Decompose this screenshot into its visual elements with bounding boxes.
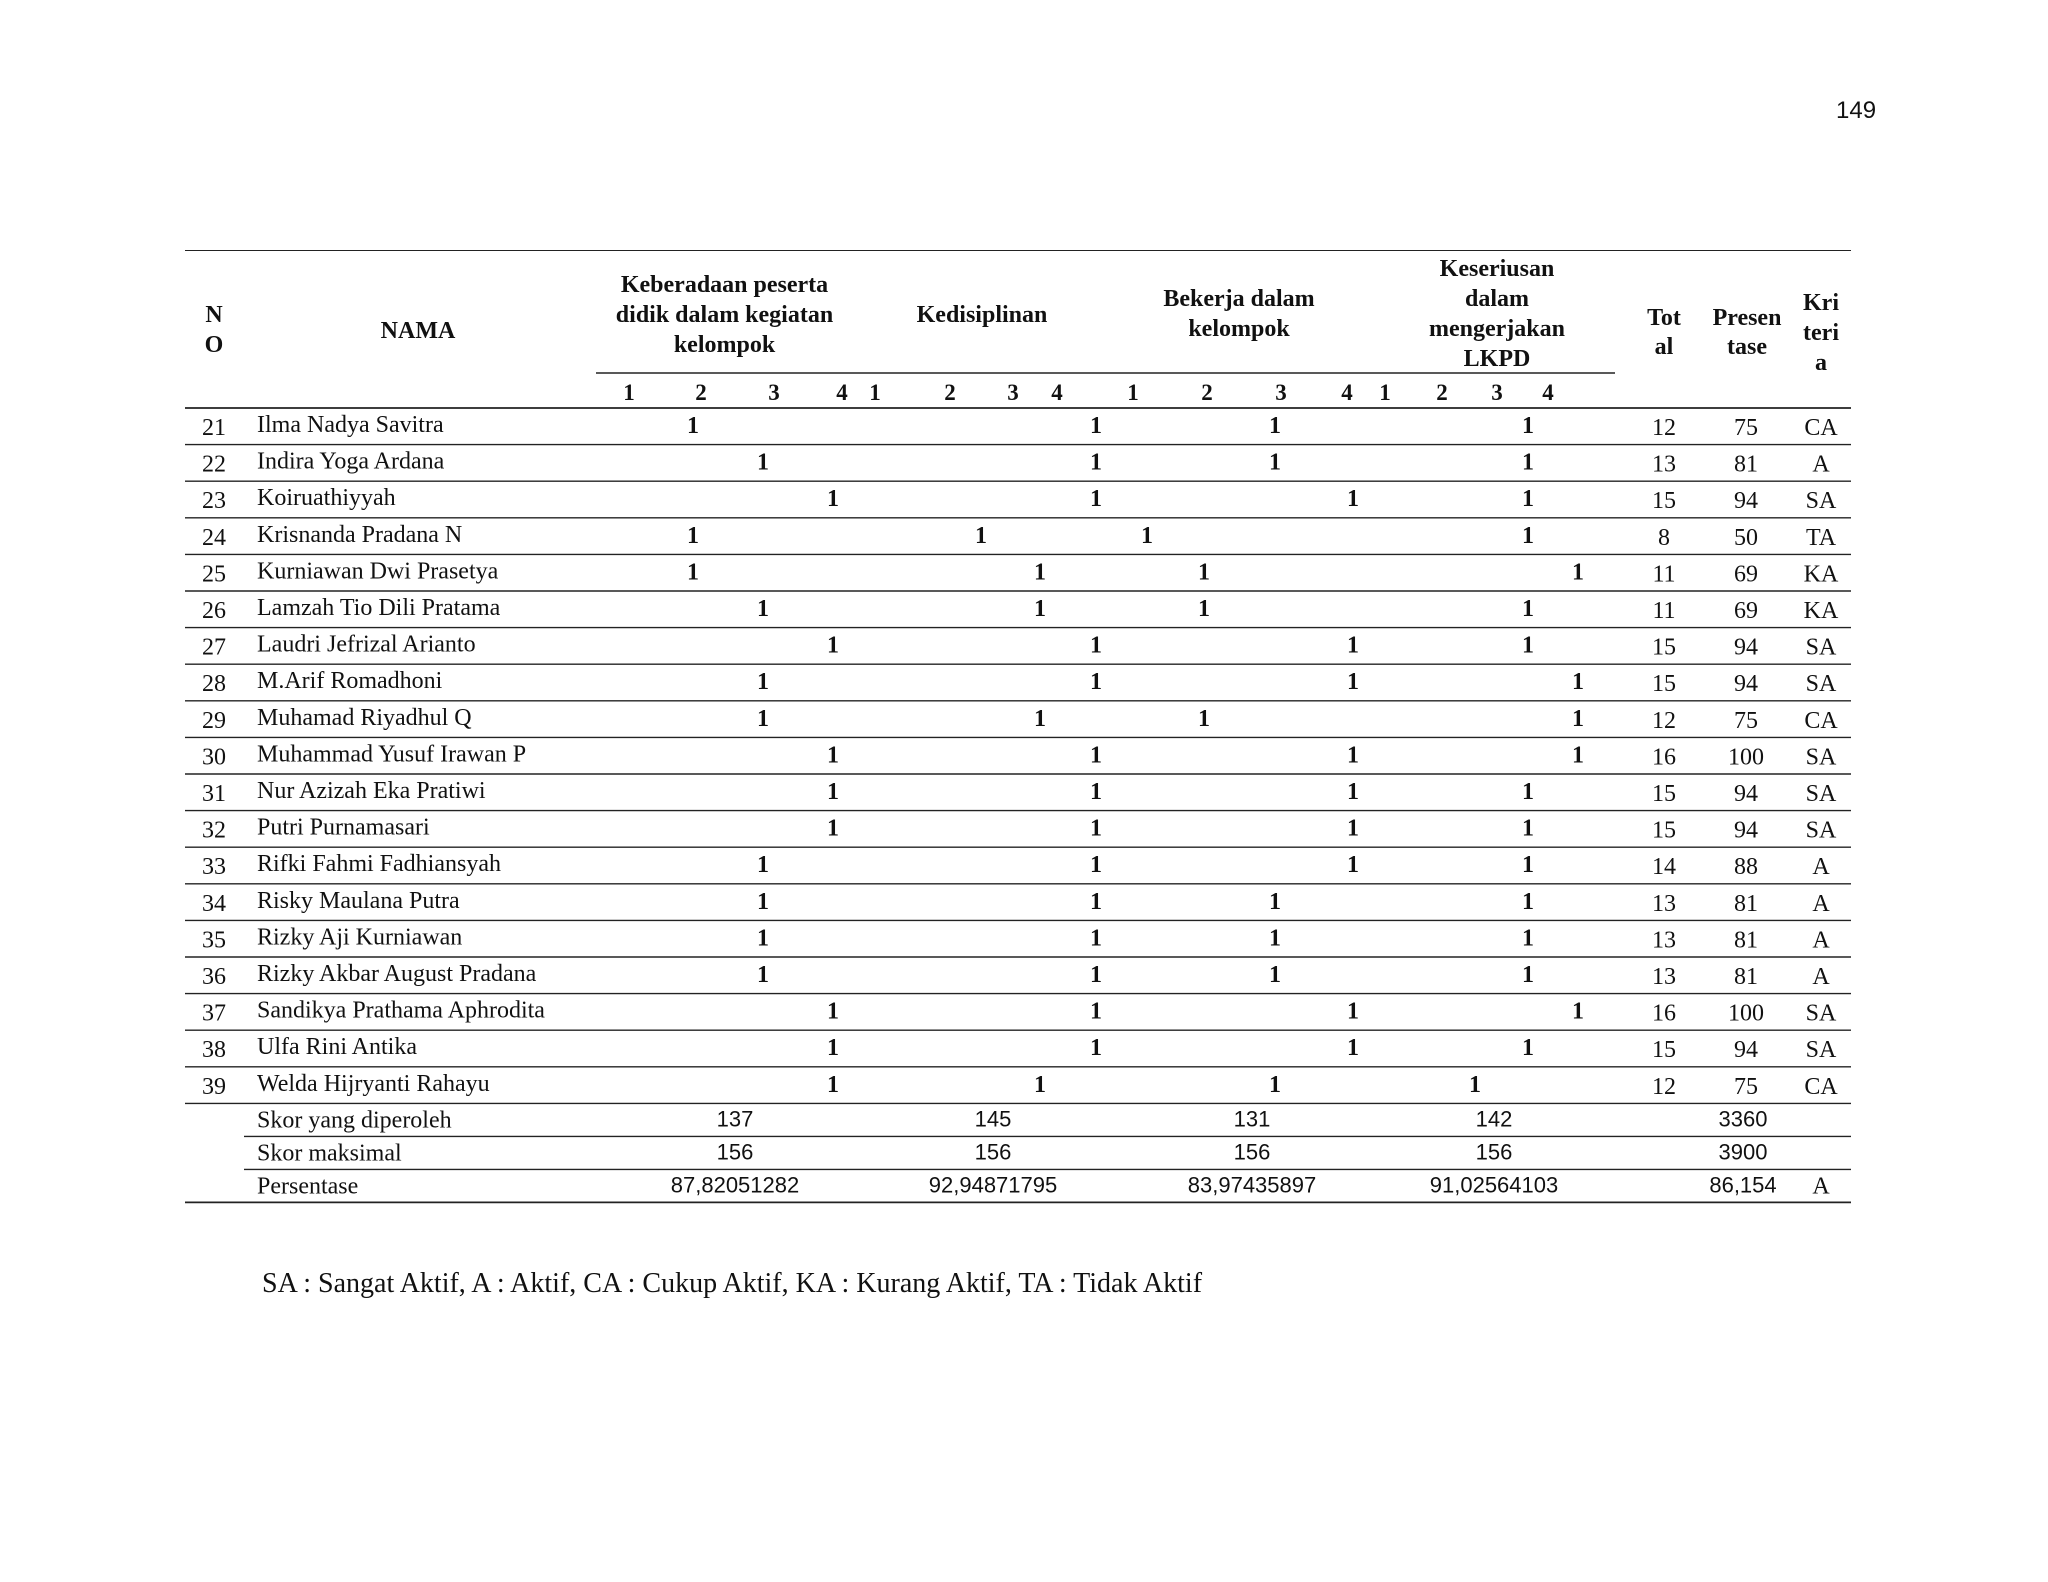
summary-label: Skor yang diperoleh (257, 1107, 452, 1134)
row-mark-g2-score-4: 1 (1090, 998, 1102, 1025)
row-mark-g3-score-4: 1 (1347, 486, 1359, 513)
row-no: 25 (202, 561, 226, 588)
row-mark-g2-score-3: 1 (1034, 559, 1046, 586)
row-no: 32 (202, 817, 226, 844)
row-nama: Ilma Nadya Savitra (257, 412, 444, 438)
row-mark-g4-score-3: 1 (1522, 1035, 1534, 1062)
row-nama: Nur Azizah Eka Pratiwi (257, 778, 486, 804)
row-total: 12 (1652, 415, 1676, 441)
row-presentase: 94 (1734, 781, 1758, 807)
row-nama: M.Arif Romadhoni (257, 668, 443, 695)
row-no: 33 (202, 854, 226, 881)
row-kriteria: SA (1805, 781, 1837, 807)
row-nama: Lamzah Tio Dili Pratama (257, 595, 501, 621)
row-mark-g1-score-2: 1 (687, 413, 699, 439)
row-kriteria: SA (1805, 1000, 1837, 1027)
row-total: 13 (1652, 964, 1676, 990)
header-group-1-line-3: kelompok (673, 332, 776, 358)
summary-total: 86,154 (1709, 1172, 1777, 1198)
header-nama: NAMA (380, 318, 456, 344)
summary-label: Persentase (257, 1173, 359, 1200)
row-mark-g1-score-4: 1 (827, 1035, 839, 1062)
row-nama: Muhamad Riyadhul Q (257, 704, 472, 731)
row-mark-g2-score-4: 1 (1090, 632, 1102, 659)
row-no: 39 (202, 1073, 226, 1100)
row-mark-g4-score-4: 1 (1572, 742, 1584, 769)
row-mark-g3-score-3: 1 (1269, 962, 1281, 988)
row-mark-g1-score-3: 1 (757, 705, 769, 732)
header-group-3-line-1: Bekerja dalam (1163, 286, 1315, 312)
row-nama: Risky Maulana Putra (257, 887, 460, 914)
row-no: 27 (202, 634, 226, 661)
header-group-4-line-3: mengerjakan (1429, 316, 1565, 342)
summary-value-g1: 87,82051282 (670, 1172, 800, 1198)
summary-total: 3360 (1718, 1106, 1768, 1132)
row-no: 22 (202, 451, 226, 478)
header-presentase-2: tase (1727, 334, 1767, 360)
row-mark-g1-score-4: 1 (827, 998, 839, 1025)
row-mark-g1-score-3: 1 (757, 669, 769, 696)
header-group-2-line-1: Kedisiplinan (916, 302, 1048, 328)
header-group-1-line-1: Keberadaan peserta (620, 272, 829, 298)
row-no: 31 (202, 781, 226, 807)
row-kriteria: CA (1804, 707, 1838, 734)
row-total: 11 (1652, 561, 1676, 588)
row-nama: Krisnanda Pradana N (257, 521, 463, 548)
row-presentase: 100 (1728, 1000, 1764, 1027)
row-presentase: 94 (1734, 634, 1758, 661)
row-mark-g3-score-4: 1 (1347, 632, 1359, 659)
row-mark-g3-score-4: 1 (1347, 815, 1359, 842)
header-subscore-g1-3: 3 (768, 380, 780, 405)
row-no: 29 (202, 707, 226, 734)
row-mark-g1-score-4: 1 (827, 815, 839, 842)
row-mark-g2-score-4: 1 (1090, 669, 1102, 696)
row-mark-g1-score-4: 1 (827, 779, 839, 805)
row-total: 15 (1652, 1037, 1676, 1064)
row-kriteria: A (1812, 927, 1830, 954)
summary-label: Skor maksimal (257, 1140, 402, 1167)
row-presentase: 81 (1734, 927, 1758, 954)
row-nama: Rizky Aji Kurniawan (257, 924, 463, 951)
row-mark-g4-score-4: 1 (1572, 559, 1584, 586)
row-nama: Indira Yoga Ardana (257, 448, 445, 475)
row-total: 12 (1652, 707, 1676, 734)
row-mark-g4-score-2: 1 (1469, 1071, 1481, 1098)
row-kriteria: SA (1805, 744, 1837, 771)
header-subscore-g3-1: 1 (1127, 380, 1139, 405)
row-mark-g3-score-3: 1 (1269, 888, 1281, 915)
header-group-1-line-2: didik dalam kegiatan (615, 302, 834, 328)
header-group-3-line-2: kelompok (1188, 316, 1290, 342)
row-mark-g2-score-4: 1 (1090, 413, 1102, 439)
row-mark-g1-score-3: 1 (757, 962, 769, 988)
row-nama: Putri Purnamasari (257, 814, 430, 841)
row-total: 13 (1652, 927, 1676, 954)
row-nama: Laudri Jefrizal Arianto (257, 631, 476, 658)
row-total: 15 (1652, 488, 1676, 515)
row-mark-g4-score-3: 1 (1522, 486, 1534, 513)
summary-value-g2: 156 (974, 1139, 1012, 1165)
header-total-1: Tot (1647, 305, 1681, 331)
row-nama: Koiruathiyyah (257, 485, 396, 512)
summary-value-g2: 92,94871795 (928, 1172, 1058, 1198)
header-subscore-g2-2: 2 (944, 380, 956, 405)
row-mark-g3-score-3: 1 (1269, 413, 1281, 439)
row-mark-g1-score-4: 1 (827, 486, 839, 513)
row-kriteria: A (1812, 890, 1830, 917)
row-mark-g1-score-3: 1 (757, 852, 769, 879)
row-total: 15 (1652, 817, 1676, 844)
row-mark-g3-score-3: 1 (1269, 1071, 1281, 1098)
row-kriteria: SA (1805, 488, 1837, 515)
row-mark-g3-score-4: 1 (1347, 1035, 1359, 1062)
header-subscore-g4-3: 3 (1491, 380, 1503, 405)
summary-total: 3900 (1718, 1139, 1768, 1165)
header-group-4-line-1: Keseriusan (1439, 256, 1555, 282)
header-subscore-g2-4: 4 (1051, 380, 1063, 405)
row-mark-g2-score-4: 1 (1090, 779, 1102, 805)
row-no: 24 (202, 524, 226, 551)
row-total: 11 (1652, 598, 1676, 624)
criteria-legend: SA : Sangat Aktif, A : Aktif, CA : Cukup Aktif, KA : Kurang Aktif, TA : Tidak Aktif (262, 1268, 1203, 1299)
header-subscore-g3-2: 2 (1201, 380, 1213, 405)
row-mark-g4-score-3: 1 (1522, 596, 1534, 622)
header-group-4-line-2: dalam (1464, 286, 1530, 312)
row-total: 15 (1652, 781, 1676, 807)
row-mark-g2-score-4: 1 (1090, 925, 1102, 952)
row-mark-g4-score-4: 1 (1572, 669, 1584, 696)
row-total: 12 (1652, 1073, 1676, 1100)
row-mark-g3-score-2: 1 (1198, 596, 1210, 622)
row-mark-g4-score-3: 1 (1522, 449, 1534, 476)
page-number: 149 (1836, 97, 1877, 124)
row-presentase: 81 (1734, 890, 1758, 917)
row-presentase: 94 (1734, 488, 1758, 515)
row-mark-g1-score-3: 1 (757, 925, 769, 952)
row-nama: Kurniawan Dwi Prasetya (257, 558, 499, 585)
row-total: 15 (1652, 634, 1676, 661)
row-mark-g2-score-4: 1 (1090, 962, 1102, 988)
row-no: 28 (202, 671, 226, 698)
summary-value-g3: 83,97435897 (1187, 1172, 1317, 1198)
row-presentase: 69 (1734, 598, 1758, 624)
header-total-2: al (1654, 334, 1674, 360)
header-group-4-line-4: LKPD (1463, 346, 1531, 372)
row-mark-g1-score-2: 1 (687, 522, 699, 549)
row-mark-g3-score-4: 1 (1347, 779, 1359, 805)
header-no-1: N (205, 302, 223, 328)
row-mark-g2-score-2: 1 (975, 522, 987, 549)
row-kriteria: SA (1805, 634, 1837, 661)
row-mark-g2-score-3: 1 (1034, 705, 1046, 732)
row-mark-g2-score-3: 1 (1034, 596, 1046, 622)
row-mark-g2-score-4: 1 (1090, 815, 1102, 842)
row-kriteria: SA (1805, 817, 1837, 844)
row-mark-g2-score-4: 1 (1090, 888, 1102, 915)
row-mark-g3-score-4: 1 (1347, 742, 1359, 769)
summary-value-g4: 91,02564103 (1429, 1172, 1559, 1198)
summary-kriteria: A (1812, 1173, 1830, 1200)
row-kriteria: TA (1805, 524, 1837, 551)
summary-value-g2: 145 (974, 1106, 1012, 1132)
row-mark-g1-score-3: 1 (757, 888, 769, 915)
header-subscore-g2-1: 1 (869, 380, 881, 405)
row-presentase: 94 (1734, 817, 1758, 844)
row-no: 23 (202, 488, 226, 515)
row-mark-g2-score-4: 1 (1090, 486, 1102, 513)
row-presentase: 94 (1734, 1037, 1758, 1064)
row-mark-g4-score-3: 1 (1522, 413, 1534, 439)
row-presentase: 50 (1734, 524, 1758, 551)
row-presentase: 94 (1734, 671, 1758, 698)
header-subscore-g1-1: 1 (623, 380, 635, 405)
row-total: 14 (1652, 854, 1676, 881)
header-kriteria-3: a (1815, 350, 1827, 376)
row-kriteria: KA (1803, 598, 1839, 624)
summary-value-g1: 156 (716, 1139, 754, 1165)
row-mark-g4-score-3: 1 (1522, 888, 1534, 915)
row-mark-g2-score-4: 1 (1090, 852, 1102, 879)
header-subscore-g2-3: 3 (1007, 380, 1019, 405)
row-mark-g2-score-4: 1 (1090, 1035, 1102, 1062)
row-kriteria: SA (1805, 671, 1837, 698)
row-mark-g3-score-3: 1 (1269, 449, 1281, 476)
row-kriteria: A (1812, 854, 1830, 881)
row-presentase: 100 (1728, 744, 1764, 771)
header-subscore-g1-2: 2 (695, 380, 707, 405)
row-nama: Sandikya Prathama Aphrodita (257, 997, 545, 1024)
header-subscore-g3-4: 4 (1341, 380, 1353, 405)
observation-table (185, 250, 1851, 1205)
row-mark-g2-score-4: 1 (1090, 449, 1102, 476)
header-subscore-g1-4: 4 (836, 380, 848, 405)
row-mark-g1-score-4: 1 (827, 742, 839, 769)
header-subscore-g4-2: 2 (1436, 380, 1448, 405)
row-mark-g4-score-3: 1 (1522, 815, 1534, 842)
row-mark-g1-score-4: 1 (827, 632, 839, 659)
row-nama: Welda Hijryanti Rahayu (257, 1070, 490, 1097)
row-presentase: 81 (1734, 964, 1758, 990)
row-mark-g1-score-2: 1 (687, 559, 699, 586)
row-mark-g4-score-3: 1 (1522, 522, 1534, 549)
row-presentase: 81 (1734, 451, 1758, 478)
header-subscore-g3-3: 3 (1275, 380, 1287, 405)
summary-value-g3: 156 (1233, 1139, 1271, 1165)
row-total: 16 (1652, 744, 1676, 771)
row-mark-g4-score-3: 1 (1522, 779, 1534, 805)
header-kriteria-2: teri (1803, 320, 1839, 346)
row-mark-g3-score-2: 1 (1198, 705, 1210, 732)
row-mark-g2-score-4: 1 (1090, 742, 1102, 769)
row-mark-g3-score-4: 1 (1347, 998, 1359, 1025)
row-no: 34 (202, 890, 226, 917)
row-total: 13 (1652, 890, 1676, 917)
row-total: 8 (1658, 524, 1670, 551)
summary-value-g3: 131 (1233, 1106, 1271, 1132)
row-nama: Rizky Akbar August Pradana (257, 961, 537, 987)
row-mark-g4-score-4: 1 (1572, 705, 1584, 732)
row-no: 37 (202, 1000, 226, 1027)
row-kriteria: SA (1805, 1037, 1837, 1064)
row-mark-g3-score-4: 1 (1347, 852, 1359, 879)
row-mark-g1-score-3: 1 (757, 596, 769, 622)
row-kriteria: A (1812, 964, 1830, 990)
row-nama: Muhammad Yusuf Irawan P (257, 741, 527, 768)
row-no: 26 (202, 598, 226, 624)
header-subscore-g4-4: 4 (1542, 380, 1554, 405)
row-mark-g3-score-1: 1 (1141, 522, 1153, 549)
table-svg (185, 250, 1851, 1205)
row-no: 21 (202, 415, 226, 441)
row-mark-g4-score-4: 1 (1572, 998, 1584, 1025)
row-presentase: 88 (1734, 854, 1758, 881)
row-mark-g4-score-3: 1 (1522, 632, 1534, 659)
header-no-2: O (204, 332, 224, 358)
row-mark-g3-score-3: 1 (1269, 925, 1281, 952)
row-kriteria: A (1812, 451, 1830, 478)
row-kriteria: KA (1803, 561, 1839, 588)
row-no: 30 (202, 744, 226, 771)
row-presentase: 75 (1734, 707, 1758, 734)
summary-value-g4: 142 (1475, 1106, 1513, 1132)
header-presentase-1: Presen (1712, 305, 1782, 331)
row-mark-g4-score-3: 1 (1522, 962, 1534, 988)
row-nama: Rifki Fahmi Fadhiansyah (257, 851, 501, 878)
row-mark-g2-score-3: 1 (1034, 1071, 1046, 1098)
row-mark-g3-score-2: 1 (1198, 559, 1210, 586)
row-presentase: 75 (1734, 415, 1758, 441)
row-kriteria: CA (1804, 415, 1838, 441)
row-total: 16 (1652, 1000, 1676, 1027)
header-kriteria-1: Kri (1803, 290, 1839, 316)
row-mark-g1-score-3: 1 (757, 449, 769, 476)
row-total: 13 (1652, 451, 1676, 478)
row-mark-g4-score-3: 1 (1522, 852, 1534, 879)
row-presentase: 69 (1734, 561, 1758, 588)
row-total: 15 (1652, 671, 1676, 698)
row-no: 36 (202, 964, 226, 990)
row-presentase: 75 (1734, 1073, 1758, 1100)
row-mark-g4-score-3: 1 (1522, 925, 1534, 952)
row-kriteria: CA (1804, 1073, 1838, 1100)
row-no: 35 (202, 927, 226, 954)
row-mark-g3-score-4: 1 (1347, 669, 1359, 696)
row-nama: Ulfa Rini Antika (257, 1034, 417, 1061)
row-mark-g1-score-4: 1 (827, 1071, 839, 1098)
summary-value-g1: 137 (716, 1106, 754, 1132)
summary-value-g4: 156 (1475, 1139, 1513, 1165)
header-subscore-g4-1: 1 (1379, 380, 1391, 405)
row-no: 38 (202, 1037, 226, 1064)
